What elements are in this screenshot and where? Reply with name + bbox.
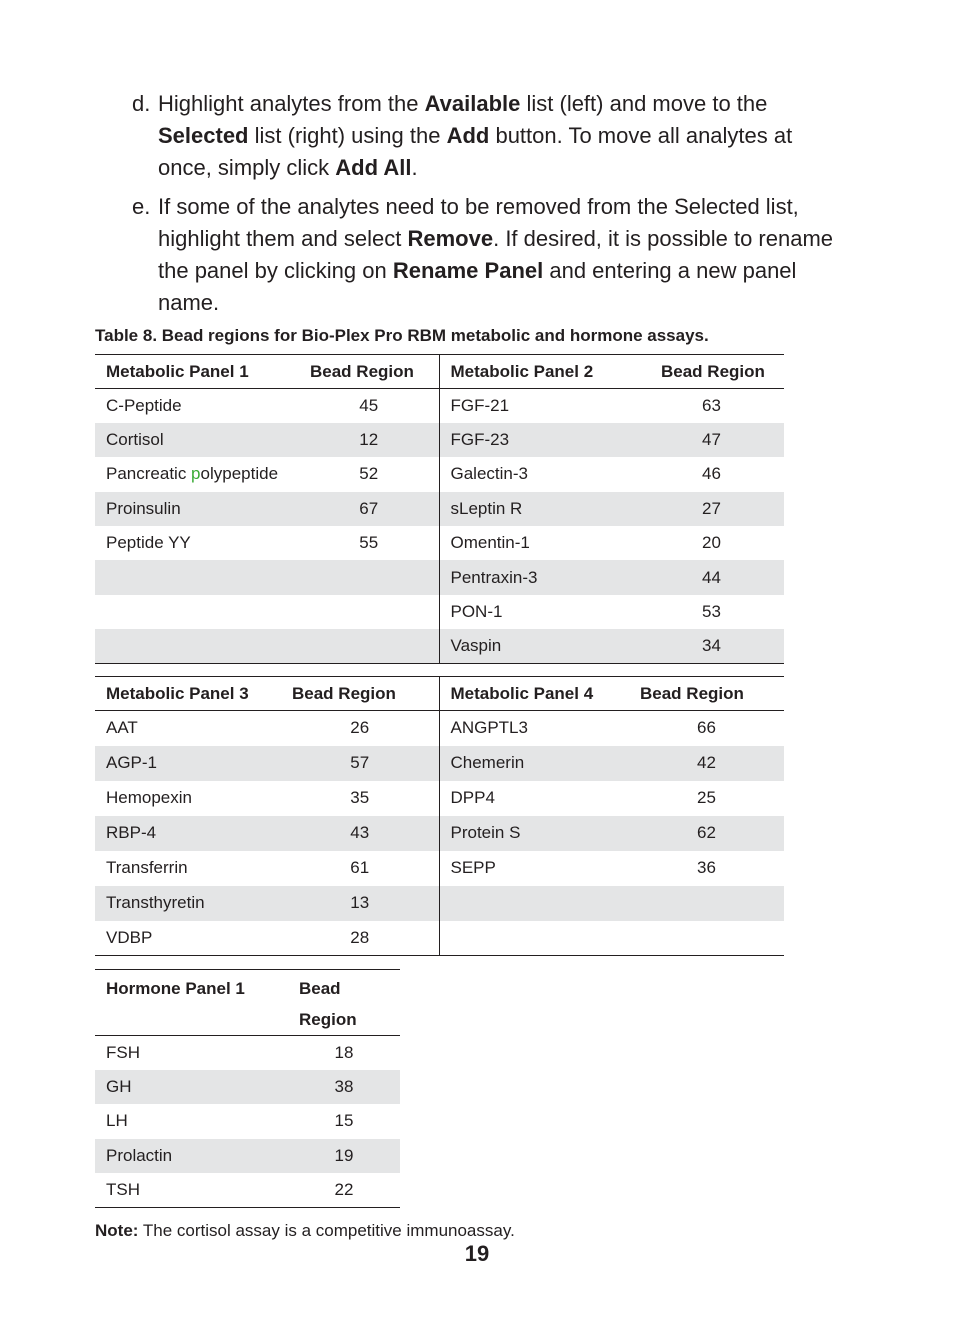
analyte-cell: Pancreatic polypeptide — [106, 464, 279, 484]
table-row — [95, 595, 784, 629]
table-row — [95, 492, 784, 526]
highlighted-letter: p — [191, 464, 201, 484]
analyte-cell: PON-1 — [439, 595, 639, 629]
step-e-marker: e. — [132, 194, 151, 219]
bead-region-cell — [629, 921, 784, 956]
bead-region-cell: 47 — [639, 423, 784, 457]
bead-region-cell — [299, 560, 439, 594]
analyte-cell: SEPP — [439, 851, 629, 886]
bead-region-cell: 35 — [350, 788, 370, 807]
analyte-cell: sLeptin R — [439, 492, 639, 526]
bead-region-cell: 46 — [702, 464, 721, 484]
analyte-cell: Pentraxin-3 — [439, 560, 639, 594]
analyte-cell: Cortisol — [95, 423, 299, 457]
analyte-cell: Galectin-3 — [439, 457, 639, 491]
table-row — [95, 781, 784, 816]
table-row — [95, 921, 784, 956]
analyte-cell: Prolactin — [95, 1139, 288, 1173]
table-row — [95, 629, 784, 663]
header-bead-region: Bead Region — [299, 355, 439, 389]
table-row — [95, 423, 784, 457]
bead-region-cell: 25 — [697, 788, 716, 807]
step-d: d. Highlight analytes from the Available list (left) and move to the Selected list (right) using the Add button. To move all analytes at once, simply click Add All. — [132, 88, 852, 184]
step-e: e. If some of the analytes need to be removed from the Selected list, highlight them and select Remove. If desired, it is possible to rename the panel by clicking on Rename Panel and entering a new panel name. — [132, 191, 852, 319]
analyte-cell: FGF-21 — [439, 389, 639, 423]
bead-region-cell: 28 — [281, 921, 439, 956]
table-metabolic-panels-3-4 — [95, 676, 784, 956]
bead-region-cell — [299, 595, 439, 629]
bead-region-cell: 27 — [639, 492, 784, 526]
bead-region-cell — [299, 629, 439, 663]
table-row — [95, 560, 784, 594]
table-header-row — [95, 677, 784, 711]
table-row — [95, 851, 784, 886]
bead-region-cell: 13 — [281, 886, 439, 921]
bead-region-cell: 36 — [697, 858, 716, 877]
table-hormone-panel-1 — [95, 969, 400, 1208]
table-row — [95, 816, 784, 851]
bead-region-cell: 26 — [350, 718, 370, 738]
page-number: 19 — [464, 1241, 490, 1266]
table-row — [95, 1104, 400, 1138]
table-row — [95, 1139, 400, 1173]
analyte-cell: FSH — [106, 1042, 140, 1062]
bead-region-cell — [629, 886, 784, 921]
bead-region-cell: 38 — [288, 1070, 400, 1104]
analyte-cell: FGF-23 — [439, 423, 639, 457]
table-body — [95, 711, 784, 956]
instruction-steps — [132, 88, 852, 326]
analyte-cell: Transferrin — [106, 858, 188, 877]
table-body — [95, 389, 784, 664]
analyte-cell: Peptide YY — [106, 533, 191, 553]
header-bead-region: Bead Region — [288, 970, 400, 1036]
analyte-cell: Transthyretin — [95, 886, 281, 921]
bead-region-cell: 18 — [334, 1042, 354, 1062]
analyte-cell: Omentin-1 — [439, 526, 639, 560]
bead-region-cell: 20 — [702, 533, 721, 553]
table-body — [95, 1036, 400, 1208]
analyte-cell: C-Peptide — [106, 395, 182, 415]
bead-region-cell: 52 — [359, 464, 379, 484]
table-header-row — [95, 970, 400, 1036]
analyte-cell: Proinsulin — [95, 492, 299, 526]
analyte-cell — [95, 629, 299, 663]
bead-region-cell: 22 — [288, 1173, 400, 1207]
bead-region-cell: 19 — [288, 1139, 400, 1173]
table-row — [95, 457, 784, 491]
bead-region-cell: 66 — [697, 718, 716, 738]
table-row — [95, 1036, 400, 1070]
analyte-cell: DPP4 — [439, 781, 629, 816]
table-row — [95, 886, 784, 921]
table-header-row — [95, 355, 784, 389]
analyte-cell: Hemopexin — [106, 788, 192, 807]
header-bead-region: Bead Region — [281, 677, 439, 711]
analyte-cell: LH — [106, 1111, 128, 1131]
header-bead-region: Bead Region — [639, 355, 784, 389]
analyte-cell: Vaspin — [439, 629, 639, 663]
bead-region-cell: 61 — [350, 858, 370, 877]
footnote: Note: The cortisol assay is a competitive immunoassay. — [95, 1221, 515, 1240]
bead-region-cell: 62 — [629, 816, 784, 851]
table-row — [95, 389, 784, 423]
table-caption: Table 8. Bead regions for Bio-Plex Pro RBM metabolic and hormone assays. — [95, 326, 709, 345]
analyte-cell: RBP-4 — [95, 816, 281, 851]
header-hormone-panel-1: Hormone Panel 1 — [95, 970, 288, 1036]
table-row — [95, 526, 784, 560]
bead-region-cell: 55 — [359, 533, 379, 553]
analyte-cell: VDBP — [95, 921, 281, 956]
analyte-cell: AGP-1 — [95, 746, 281, 781]
bead-region-cell: 42 — [629, 746, 784, 781]
table-row — [95, 1173, 400, 1207]
analyte-cell — [95, 595, 299, 629]
bead-region-cell: 43 — [281, 816, 439, 851]
bead-region-cell: 45 — [359, 395, 379, 415]
table-metabolic-panels-1-2 — [95, 354, 784, 664]
header-metabolic-panel-4: Metabolic Panel 4 — [439, 677, 629, 711]
bead-region-cell: 57 — [281, 746, 439, 781]
bead-region-cell: 12 — [299, 423, 439, 457]
header-metabolic-panel-3: Metabolic Panel 3 — [95, 677, 281, 711]
bead-region-cell: 53 — [702, 602, 721, 622]
analyte-cell: AAT — [106, 718, 138, 738]
bead-region-cell: 63 — [702, 395, 721, 415]
bead-region-cell: 67 — [299, 492, 439, 526]
bead-region-cell: 34 — [639, 629, 784, 663]
analyte-cell: Protein S — [439, 816, 629, 851]
header-bead-region: Bead Region — [629, 677, 784, 711]
table-row — [95, 711, 784, 746]
analyte-cell: Chemerin — [439, 746, 629, 781]
table-row — [95, 746, 784, 781]
analyte-cell: TSH — [95, 1173, 288, 1207]
analyte-cell: GH — [95, 1070, 288, 1104]
header-metabolic-panel-2: Metabolic Panel 2 — [439, 355, 639, 389]
header-metabolic-panel-1: Metabolic Panel 1 — [95, 355, 299, 389]
step-d-marker: d. — [132, 91, 151, 116]
analyte-cell — [439, 921, 629, 956]
bead-region-cell: 44 — [639, 560, 784, 594]
bead-region-cell: 15 — [334, 1111, 354, 1131]
table-row — [95, 1070, 400, 1104]
analyte-cell — [95, 560, 299, 594]
analyte-cell: ANGPTL3 — [439, 711, 629, 746]
analyte-cell — [439, 886, 629, 921]
